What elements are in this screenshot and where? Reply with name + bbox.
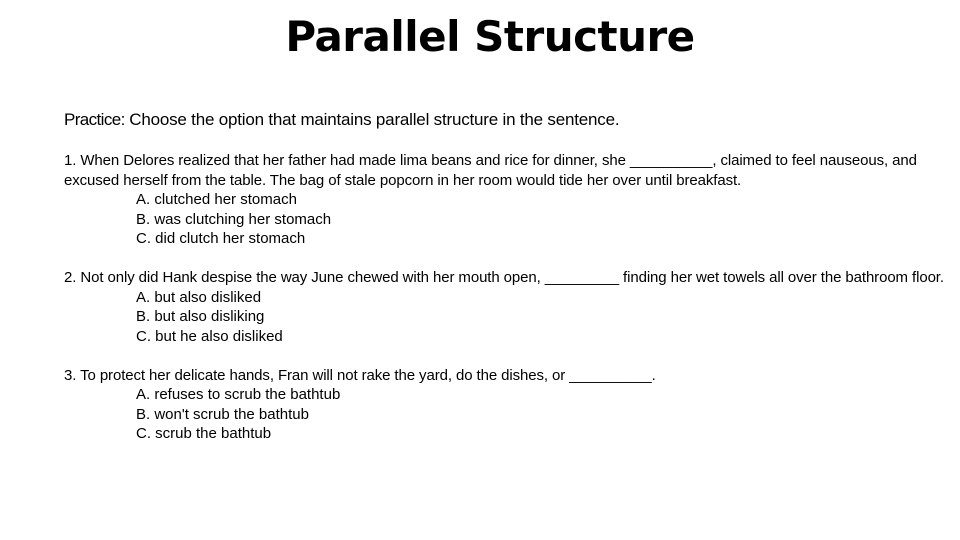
option-c: C. but he also disliked	[136, 327, 283, 345]
option-a: A. clutched her stomach	[136, 191, 297, 208]
option-list	[64, 190, 944, 249]
practice-instruction	[64, 109, 944, 131]
slide-content	[64, 109, 944, 463]
option-b: B. won't scrub the bathtub	[136, 405, 309, 423]
question-stem: 1. When Delores realized that her father had made lima beans and rice for dinner, she __________, claimed to feel nauseous, and excused herself from the table. The bag of stale popcorn in her room would tide her over until breakfast.	[64, 152, 917, 189]
instruction-text: Choose the option that maintains parallel structure in the sentence.	[124, 110, 620, 129]
option-c: C. scrub the bathtub	[136, 425, 272, 442]
question-3	[64, 366, 944, 444]
option-c: C. did clutch her stomach	[136, 230, 306, 247]
question-stem: 2. Not only did Hank despise the way June chewed with her mouth open, _________ finding her wet towels all over the bathroom floor.	[64, 269, 944, 286]
option-a: A. refuses to scrub the bathtub	[136, 386, 341, 403]
option-list	[64, 288, 944, 347]
practice-label: Practice:	[64, 110, 125, 129]
question-stem: 3. To protect her delicate hands, Fran will not rake the yard, do the dishes, or __________.	[64, 366, 656, 384]
option-b: B. was clutching her stomach	[136, 210, 332, 228]
option-b: B. but also disliking	[136, 308, 265, 325]
page-title: Parallel Structure	[285, 12, 695, 61]
question-2	[64, 268, 944, 346]
option-a: A. but also disliked	[136, 288, 262, 306]
question-1	[64, 151, 944, 249]
option-list	[64, 385, 944, 444]
